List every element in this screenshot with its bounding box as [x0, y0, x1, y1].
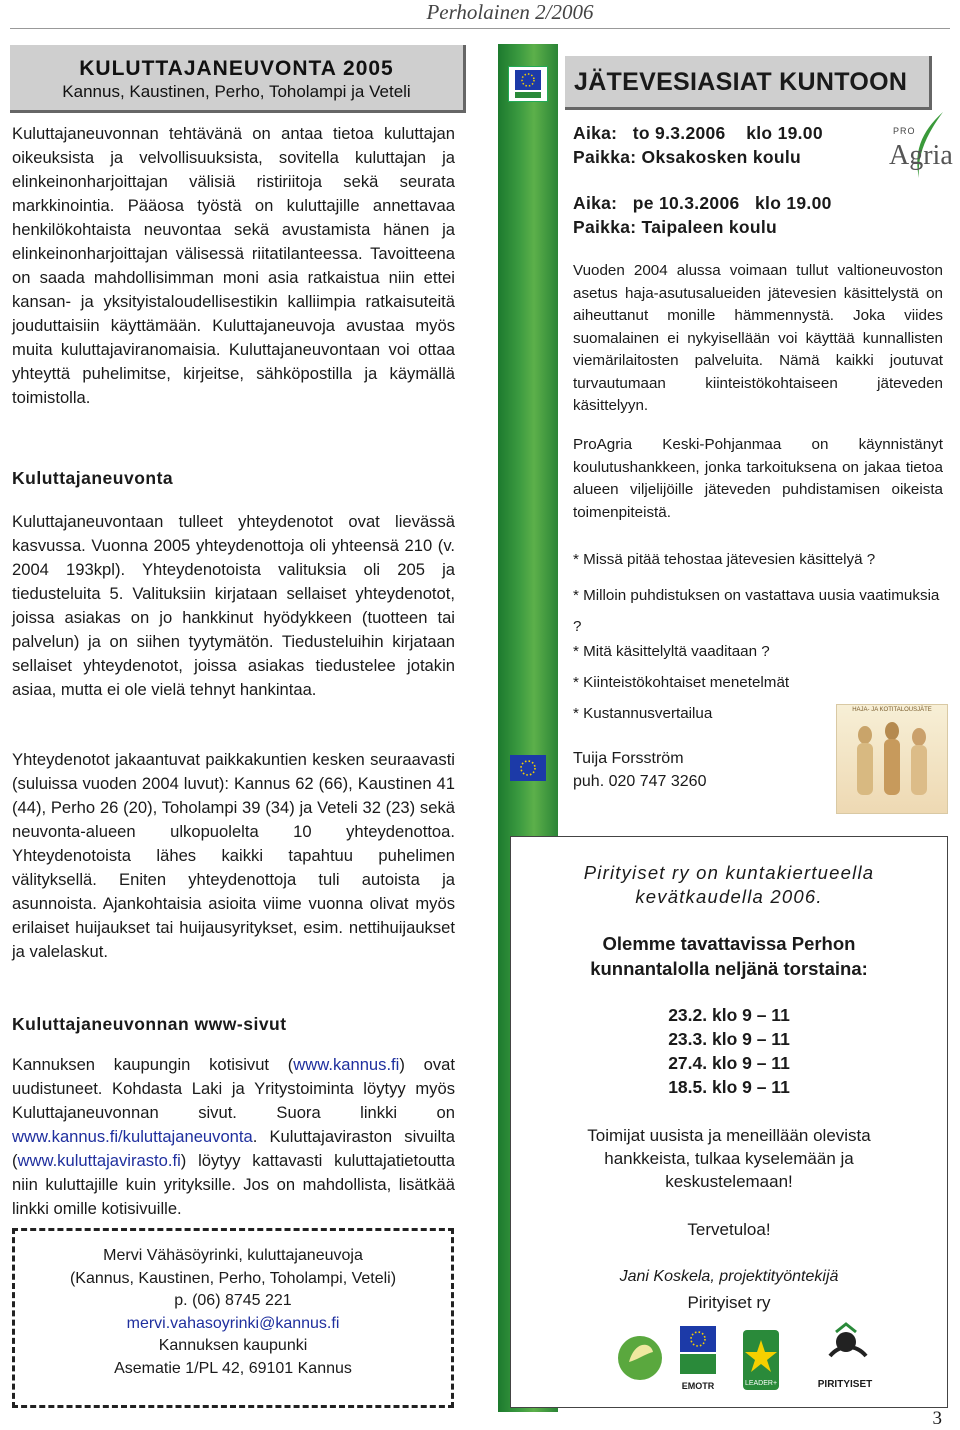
welcome-line-1: Toimijat uusista ja meneillään olevista [587, 1126, 871, 1145]
art-logo-caption: HAJA- JA KOTITALOUSJÄTE [852, 707, 932, 713]
signature-name: Jani Koskela, projektityöntekijä [619, 1268, 839, 1285]
www-text-4: ) löytyy kattavasti kuluttajatietoutta niin kuluttajille kuin yrityksille. Jos on mahdollista, lisätkää linkki omille kotisivuille. [12, 1151, 455, 1218]
question-2: * Milloin puhdistuksen on vastattava uusia vaatimuksia ? [573, 587, 940, 635]
event1-time: Aika: to 9.3.2006 klo 19.00 [573, 123, 823, 143]
leaf-logo [615, 1322, 665, 1396]
event2-place: Paikka: Taipaleen koulu [573, 217, 778, 237]
contact-phone: p. (06) 8745 221 [174, 1292, 292, 1309]
emotr-flag-icon [676, 1322, 720, 1380]
emotr-logo [676, 1322, 720, 1396]
signature-org: Pirityiset ry [687, 1293, 771, 1312]
www-text-2: ) ovat uudistuneet. Kohdasta Laki ja Yritystoiminta löytyy myös Kuluttajaneuvonnan sivut. Suora linkki on [12, 1055, 455, 1122]
event1-place: Paikka: Oksakosken koulu [573, 147, 802, 167]
section-heading-www: Kuluttajaneuvonnan www-sivut [12, 1014, 287, 1034]
pirityiset-label: PIRITYISET [817, 1379, 873, 1390]
leader-logo [740, 1322, 782, 1396]
www-paragraph [12, 1053, 455, 1221]
page-number: 3 [932, 1408, 942, 1429]
www-text-1: Kannuksen kaupungin kotisivut ( [12, 1055, 294, 1074]
contact-name: Mervi Vähäsöyrinki, kuluttajaneuvoja [103, 1247, 363, 1264]
contact-address: Asematie 1/PL 42, 69101 Kannus [114, 1359, 352, 1377]
intro-paragraph: Kuluttajaneuvonnan tehtävänä on antaa tietoa kuluttajan oikeuksista ja velvollisuuksista, sovitella kuluttajan ja elinkeinonharjoittajan välisiä ristiriitoja sekä seurata markkinointia. Pääosa työstä on kuluttajille annettavaa henkilökohtaista neuvontaa sekä avustamista hänen ja elinkeinonharjoittajan välisessä riitatilanteessa. Tavoitteena on saada mahdollisimman moni asia ratkaistua niin ettei kansan- ja yksityistaloudellisestikin kalliimpia ratkaisuteitä jouduttaisiin käyttämään. Kuluttajaneuvoja avustaa myös muita kuluttajaviranomaisia. Kuluttajaneuvontaan voi ottaa yhteyttä puhelimitse, kirjeitse, sähköpostilla ja käymällä toimistolla. [12, 124, 455, 407]
date-item: 18.5. klo 9 – 11 [668, 1077, 790, 1097]
section-heading-kuluttajaneuvonta: Kuluttajaneuvonta [12, 468, 174, 488]
proagria-pro-text: PRO [893, 126, 916, 136]
emotr-icon [509, 67, 547, 101]
leader-label: LEADER+ [744, 1380, 778, 1387]
pirityiset-logo [800, 1322, 890, 1396]
link-kuluttajavirasto[interactable]: www.kuluttajavirasto.fi [17, 1151, 181, 1170]
article-subtitle: Kannus, Kaustinen, Perho, Toholampi ja Veteli [62, 82, 411, 101]
date-item: 27.4. klo 9 – 11 [668, 1053, 790, 1073]
question-1: * Missä pitää tehostaa jätevesien käsittelyä ? [573, 551, 876, 568]
contact-org: Kannuksen kaupunki [158, 1337, 308, 1354]
emotr-label: EMOTR [681, 1381, 715, 1391]
jatevesi-contact-name: Tuija Forsström [573, 750, 684, 767]
question-4: * Kiinteistökohtaiset menetelmät [573, 674, 790, 691]
distribution-paragraph: Yhteydenotot jakaantuvat paikkakuntien kesken seuraavasti (suluissa vuoden 2004 luvut): Kannus 62 (66), Kaustinen 41 (44), Perho 26 (20), Toholampi 39 (34) ja Veteli 32 (23) sekä neuvonta-alueen ulkopuolelta 10 yhteydenottoa. Yhteydenotoista lähes kaikki tapahtuu puhelimen välityksellä. Eniten yhteydenottoja tuli autoista ja asunnoista. Ajankohtaisia asioita viime vuonna olivat myös erilaiset huijaukset tai huijausyritykset, esim. nettihuijaukset ja valelaskut. [12, 750, 455, 961]
header-divider [10, 28, 950, 29]
question-5: * Kustannusvertailua [573, 705, 713, 722]
publication-title: Perholainen 2/2006 [426, 0, 594, 24]
contact-email-link[interactable]: mervi.vahasoyrinki@kannus.fi [126, 1314, 340, 1332]
women-figures-icon [837, 713, 947, 809]
link-kannus[interactable]: www.kannus.fi [293, 1055, 400, 1074]
pirityiset-intro-1: Pirityiset ry on kuntakiertueella [583, 862, 875, 883]
article-title: KULUTTAJANEUVONTA 2005 [79, 57, 394, 80]
article-title-box [10, 45, 466, 113]
pirityiset-intro-2: kevätkaudella 2006. [635, 886, 823, 907]
link-kuluttajaneuvonta[interactable]: www.kannus.fi/kuluttajaneuvonta [12, 1127, 253, 1146]
haja-kotitalous-logo [836, 704, 948, 814]
emotr-strip-logo [508, 66, 548, 102]
jatevesi-contact-phone: puh. 020 747 3260 [573, 773, 707, 790]
jatevesi-paragraph-1: Vuoden 2004 alussa voimaan tullut valtioneuvoston asetus haja-asutusalueiden jätevesien käsittelystä on aiheuttanut monille hämmennystä. Joka viides suomalainen ei nykyisellään voi käyttää kunnallisten viemärilaitosten palveluita. Nämä kaikki joutuvat turvautumaan kiinteistökohtaiseen jäteveden käsittelyyn. [573, 262, 943, 414]
stats-paragraph: Kuluttajaneuvontaan tulleet yhteydenotot ovat lievässä kasvussa. Vuonna 2005 yhteydenottoja oli yhteensä 210 (v. 2004 193kpl). Yhteydenotoista valituksia oli 205 ja tiedusteluita 5. Valituksiin kirjataan sellaiset yhteydenotot, joissa asiakas on jo hankkinut hyödykkeen (tuotteen tai palvelun) ja on siihen tyytymätön. Tiedusteluihin kirjataan sellaiset yhteydenotot, joissa asiakas tiedustelee jotakin asiaa, mutta ei ole vielä tehnyt hankintaa. [12, 512, 455, 699]
tervetuloa: Tervetuloa! [687, 1220, 771, 1239]
event2-time: Aika: pe 10.3.2006 klo 19.00 [573, 193, 832, 213]
pirityiset-bird-icon [800, 1322, 890, 1380]
www-text-3: . Kuluttajaviraston sivuilta ( [12, 1127, 455, 1170]
question-3: * Mitä käsittelyltä vaaditaan ? [573, 643, 770, 660]
date-item: 23.3. klo 9 – 11 [668, 1029, 790, 1049]
contact-box [12, 1228, 454, 1408]
welcome-line-3: keskustelemaan! [665, 1172, 793, 1191]
pirityiset-bold-2: kunnantalolla neljänä torstaina: [590, 958, 868, 979]
pirityiset-bold-1: Olemme tavattavissa Perhon [602, 933, 856, 954]
contact-area: (Kannus, Kaustinen, Perho, Toholampi, Veteli) [69, 1269, 397, 1287]
eu-flag-icon [510, 755, 546, 781]
date-item: 23.2. klo 9 – 11 [668, 1005, 790, 1025]
welcome-line-2: hankkeista, tulkaa kyselemään ja [604, 1149, 854, 1168]
proagria-name: Agria [889, 140, 953, 171]
jatevesi-title-box: JÄTEVESIASIAT KUNTOON [565, 56, 932, 110]
leaf-icon [615, 1322, 665, 1396]
jatevesi-paragraph-2: ProAgria Keski-Pohjanmaa on käynnistänyt koulutushankkeen, jonka tarkoituksena on jakaa tietoa alueen viljelijöille jäteveden puhdistamisen oikeista toimenpiteistä. [573, 436, 943, 521]
